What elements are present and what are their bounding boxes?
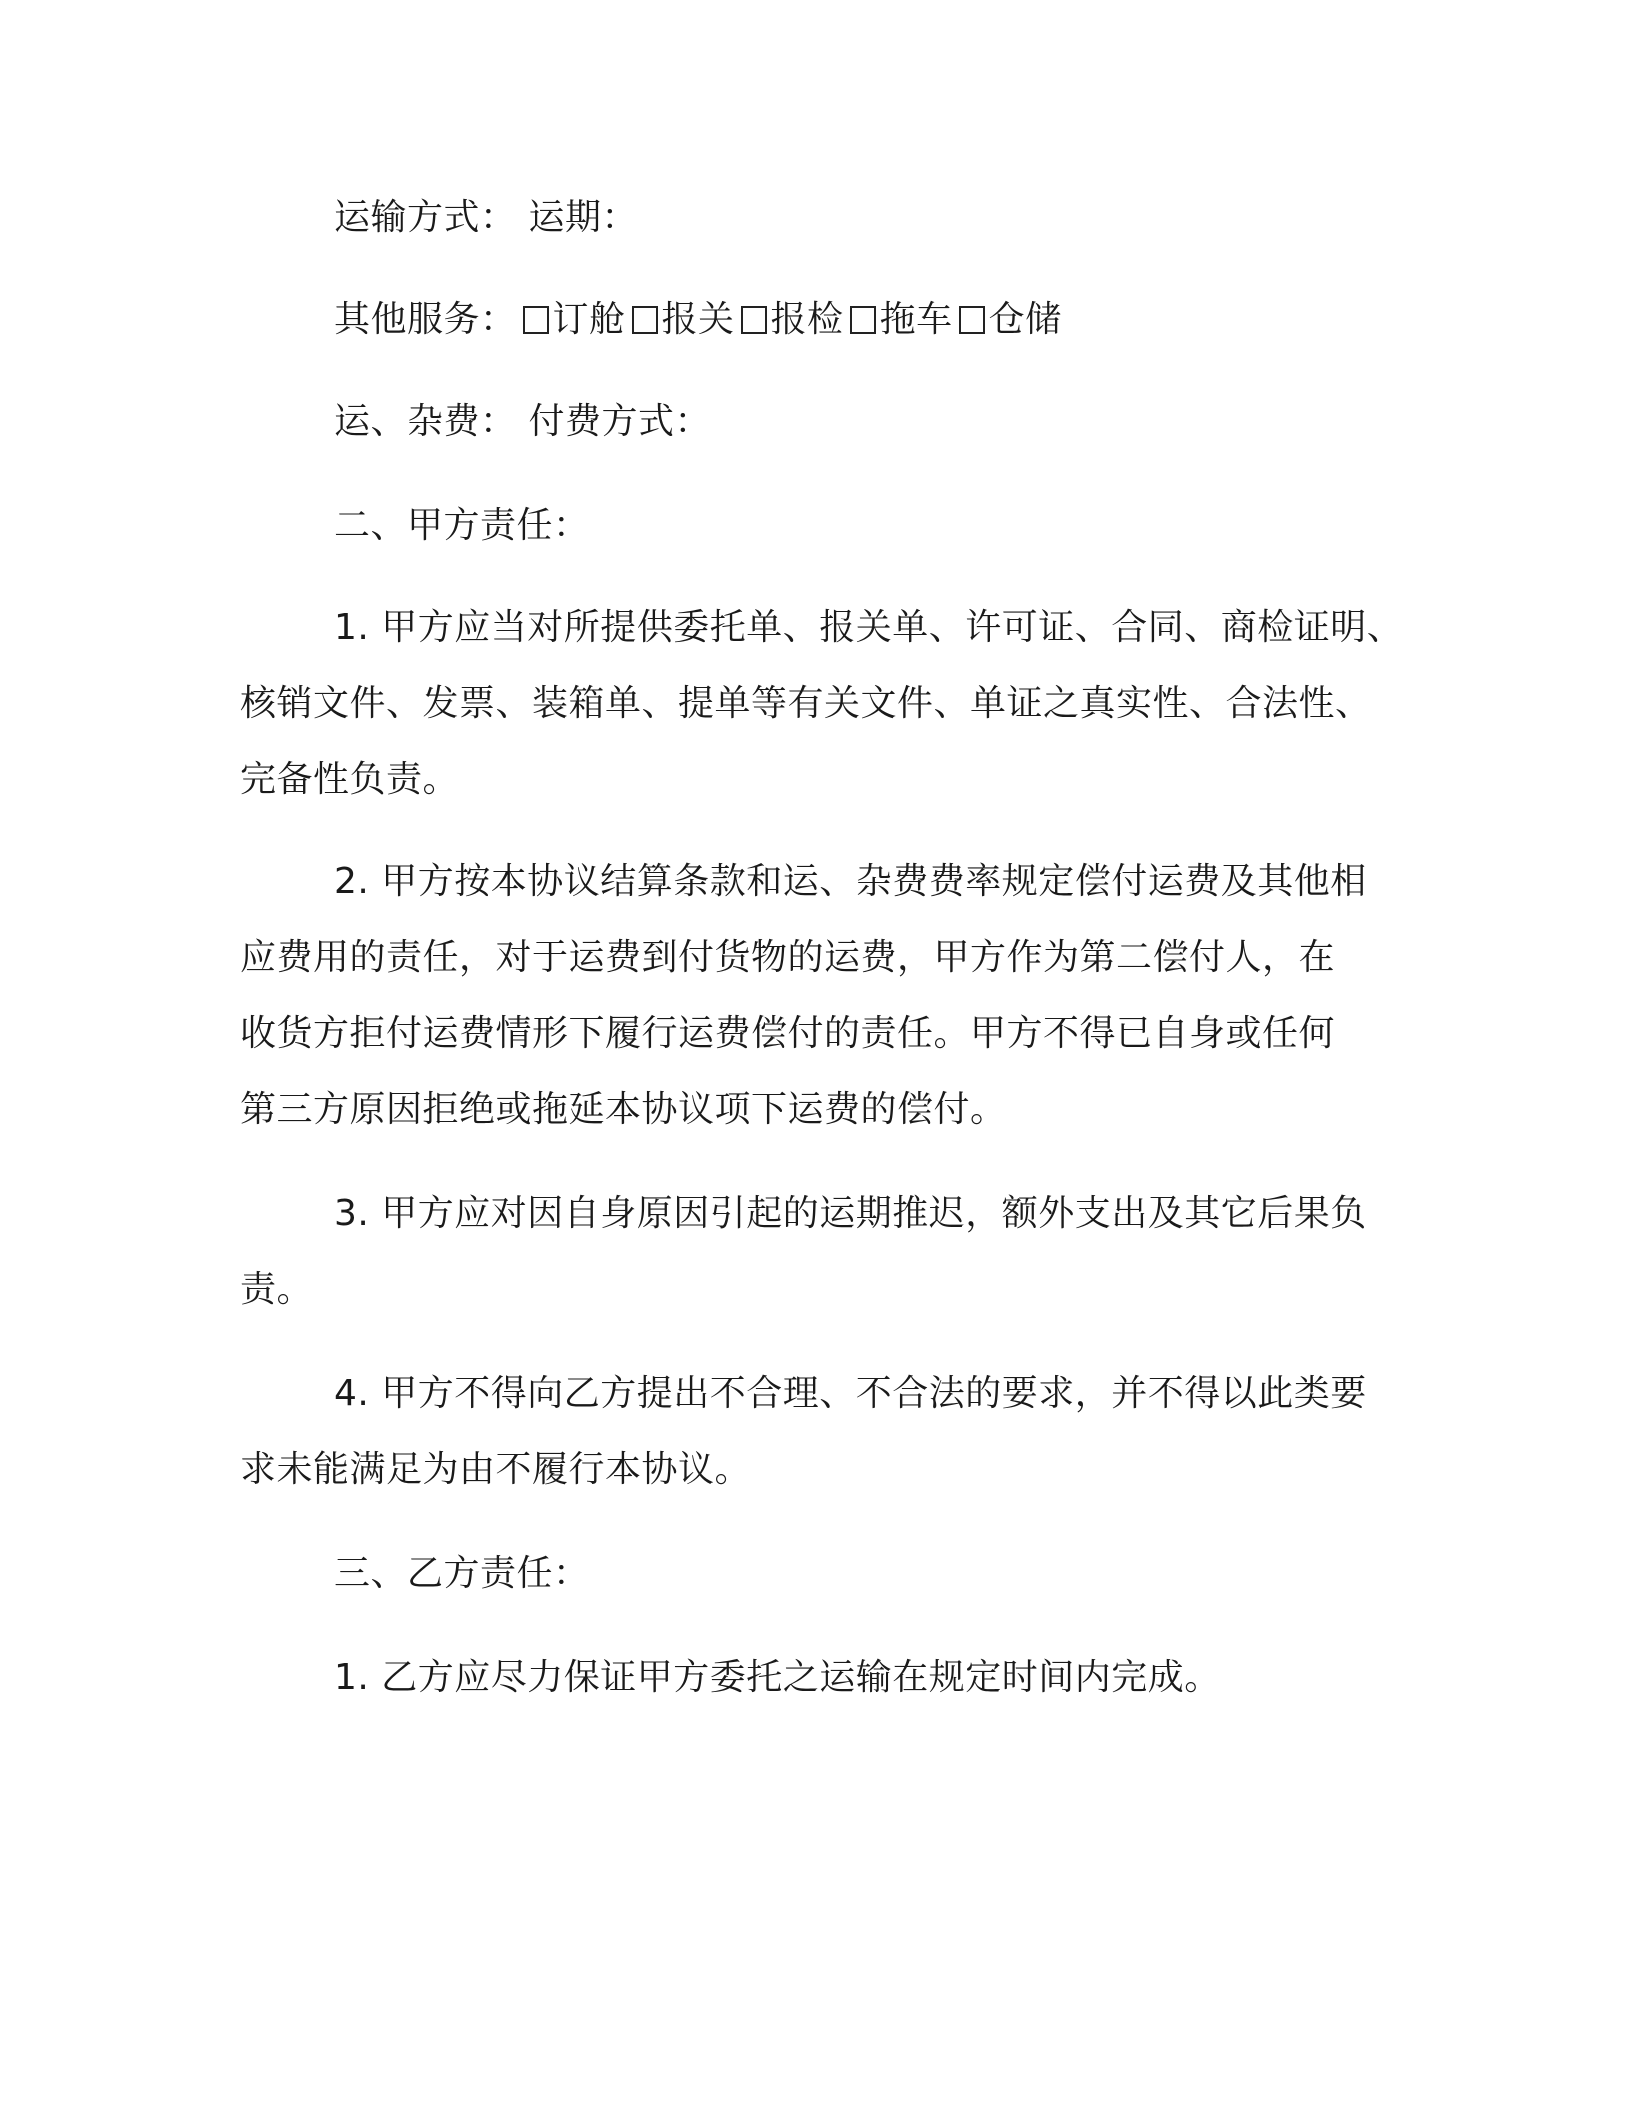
service-trucking[interactable] <box>844 296 953 344</box>
service-inspection-label: 报检 <box>770 299 844 340</box>
service-warehousing[interactable] <box>953 296 1062 344</box>
section-2-title: 二、甲方责任： <box>334 505 590 546</box>
clause-a1-line-2: 核销文件、发票、装箱单、提单等有关文件、单证之真实性、合法性、 <box>240 683 1372 724</box>
services-line <box>334 296 1062 344</box>
clause-a2-line-1: 2. 甲方按本协议结算条款和运、杂费费率规定偿付运费及其他相 <box>334 861 1367 902</box>
section-3-title: 三、乙方责任： <box>334 1553 590 1594</box>
clause-a3-line-1: 3. 甲方应对因自身原因引起的运期推迟，额外支出及其它后果负 <box>334 1193 1367 1234</box>
checkbox-icon[interactable] <box>741 306 767 334</box>
clause-a2-line-4: 第三方原因拒绝或拖延本协议项下运费的偿付。 <box>240 1089 1007 1130</box>
fees-line: 运、杂费： 付费方式： <box>334 401 711 442</box>
services-label: 其他服务： <box>334 299 517 340</box>
service-customs-label: 报关 <box>661 299 735 340</box>
checkbox-icon[interactable] <box>632 306 658 334</box>
clause-a1-line-3: 完备性负责。 <box>240 759 460 800</box>
service-booking[interactable] <box>517 296 626 344</box>
clause-b1-line-1: 1. 乙方应尽力保证甲方委托之运输在规定时间内完成。 <box>334 1657 1221 1698</box>
clause-a2-line-3: 收货方拒付运费情形下履行运费偿付的责任。甲方不得已自身或任何 <box>240 1013 1336 1054</box>
service-warehousing-label: 仓储 <box>988 299 1062 340</box>
service-trucking-label: 拖车 <box>879 299 953 340</box>
checkbox-icon[interactable] <box>523 306 549 334</box>
service-booking-label: 订舱 <box>552 299 626 340</box>
clause-a2-line-2: 应费用的责任，对于运费到付货物的运费，甲方作为第二偿付人，在 <box>240 937 1336 978</box>
service-inspection[interactable] <box>735 296 844 344</box>
clause-a1-line-1: 1. 甲方应当对所提供委托单、报关单、许可证、合同、商检证明、 <box>334 607 1404 648</box>
checkbox-icon[interactable] <box>959 306 985 334</box>
service-customs[interactable] <box>626 296 735 344</box>
clause-a4-line-2: 求未能满足为由不履行本协议。 <box>240 1449 752 1490</box>
transport-line: 运输方式： 运期： <box>334 197 638 238</box>
clause-a4-line-1: 4. 甲方不得向乙方提出不合理、不合法的要求，并不得以此类要 <box>334 1373 1367 1414</box>
clause-a3-line-2: 责。 <box>240 1269 314 1310</box>
checkbox-icon[interactable] <box>850 306 876 334</box>
